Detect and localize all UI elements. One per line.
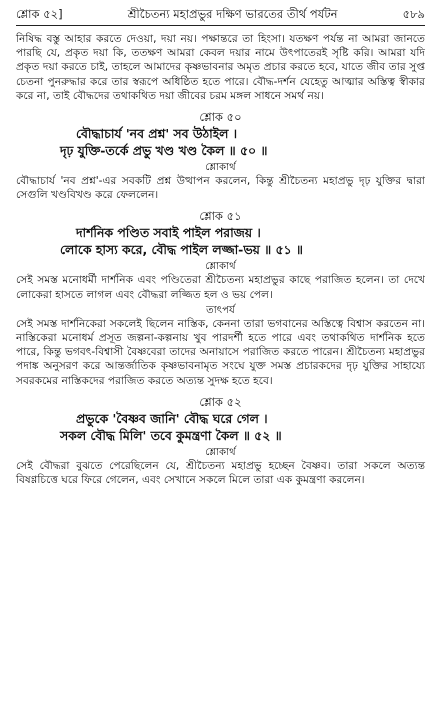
- verse-52-number: শ্লোক ৫২: [199, 394, 242, 409]
- header-verse-ref: শ্লোক ৫২]: [16, 7, 63, 21]
- page-number: ৫৮৯: [402, 7, 425, 21]
- verse-51-line-1: দার্শনিক পণ্ডিত সবাই পাইল পরাজয় ।: [76, 225, 261, 241]
- verse-50-translation: বৌদ্ধাচার্য 'নব প্রশ্ন'-এর সবকটি প্রশ্ন উত্থাপন করলেন, কিন্তু শ্রীচৈতন্য মহাপ্রভু দৃঢ় যুক্তির দ্বারা সেগুলি খণ্ডবিখণ্ড করে ফেললেন।: [16, 175, 425, 202]
- verse-51-number: শ্লোক ৫১: [199, 209, 242, 224]
- intro-paragraph: নিষিদ্ধ বস্তু আহার করতে দেওয়া, দয়া নয়। পক্ষান্তরে তা হিংসা। যতক্ষণ পর্যন্ত না আমরা জানতে পারছি যে, প্রকৃত দয়া কি, ততক্ষণ আমরা কেবল দয়ার নামে উৎপাতেরই সৃষ্টি করি। আমরা যদি প্রকৃত দয়া করতে চাই, তাহলে আমাদের কৃষ্ণভাবনার অমৃত প্রচার করতে হবে, যাতে জীব তার সুপ্ত চেতনা পুনরুদ্ধার করে তার স্বরূপে অধিষ্ঠিত হতে পারে। বৌদ্ধ-দর্শন যেহেতু আত্মার অস্তিত্ব স্বীকার করে না, তাই বৌদ্ধদের তথাকথিত দয়া জীবের চরম মঙ্গল সাধনে সমর্থ নয়।: [16, 33, 425, 102]
- verse-51-translation: সেই সমস্ত মনোধর্মী দার্শনিক এবং পণ্ডিতেরা শ্রীচৈতন্য মহাপ্রভুর কাছে পরাজিত হলেন। তা দেখে লোকেরা হাসতে লাগল এবং বৌদ্ধরা লজ্জিত হল ও ভয় পেল।: [16, 274, 425, 301]
- verse-52-translation: সেই বৌদ্ধরা বুঝতে পেরেছিলেন যে, শ্রীচৈতন্য মহাপ্রভু হচ্ছেন বৈষ্ণব। তারা সকলে অত্যন্ত বিষণ্ণচিত্তে ঘরে ফিরে গেলেন, এবং সেখানে সকলে মিলে তারা এক কুমন্ত্রণা করলেন।: [16, 459, 425, 487]
- verse-50-line-1: বৌদ্ধাচার্য 'নব প্রশ্ন' সব উঠাইল ।: [76, 126, 238, 142]
- verse-52-line-1: প্রভুকে 'বৈষ্ণব জানি' বৌদ্ধ ঘরে গেল ।: [76, 410, 268, 426]
- verse-51-line-2: লোকে হাস্য করে, বৌদ্ধ পাইল লজ্জা-ভয় ॥ ৫১ ॥: [60, 242, 303, 258]
- verse-50-translation-heading: শ্লোকার্থ: [205, 162, 236, 174]
- verse-50-number: শ্লোক ৫০: [199, 110, 242, 125]
- header-chapter-title: শ্রীচৈতন্য মহাপ্রভুর দক্ষিণ ভারতের তীর্থ পর্যটন: [127, 7, 338, 21]
- verse-51-purport: সেই সমস্ত দার্শনিকেরা সকলেই ছিলেন নাস্তিক, কেননা তারা ভগবানের অস্তিত্বে বিশ্বাস করতেন না। নাস্তিকেরা মনোধর্ম প্রসূত জল্পনা-কল্পনায় খুব পারদর্শী হতে পারে এবং তথাকথিত দার্শনিক হতে পারে, কিন্তু ভগবৎ-বিশ্বাসী বৈষ্ণবেরা তাদের অনায়াসে পরাজিত করতে পারেন। শ্রীচৈতন্য মহাপ্রভুর পদাঙ্ক অনুসরণ করে আন্তর্জাতিক কৃষ্ণভাবনামৃত সংঘে যুক্ত সমস্ত প্রচারকদের দৃঢ় যুক্তির সাহায্যে সবরকমের নাস্তিকদের পরাজিত করতে অত্যন্ত সুদক্ষ হতে হবে।: [16, 317, 425, 387]
- verse-52-translation-heading: শ্লোকার্থ: [205, 446, 236, 458]
- verse-51-translation-heading: শ্লোকার্থ: [205, 261, 236, 273]
- verse-50-line-2: দৃঢ় যুক্তি-তর্কে প্রভু খণ্ড খণ্ড কৈল ॥ ৫০ ॥: [60, 143, 268, 159]
- verse-51-purport-heading: তাৎপর্য: [206, 304, 235, 316]
- running-header: [16, 6, 425, 26]
- verse-52-line-2: সকল বৌদ্ধ মিলি' তবে কুমন্ত্রণা কৈল ॥ ৫২ ॥: [60, 427, 282, 443]
